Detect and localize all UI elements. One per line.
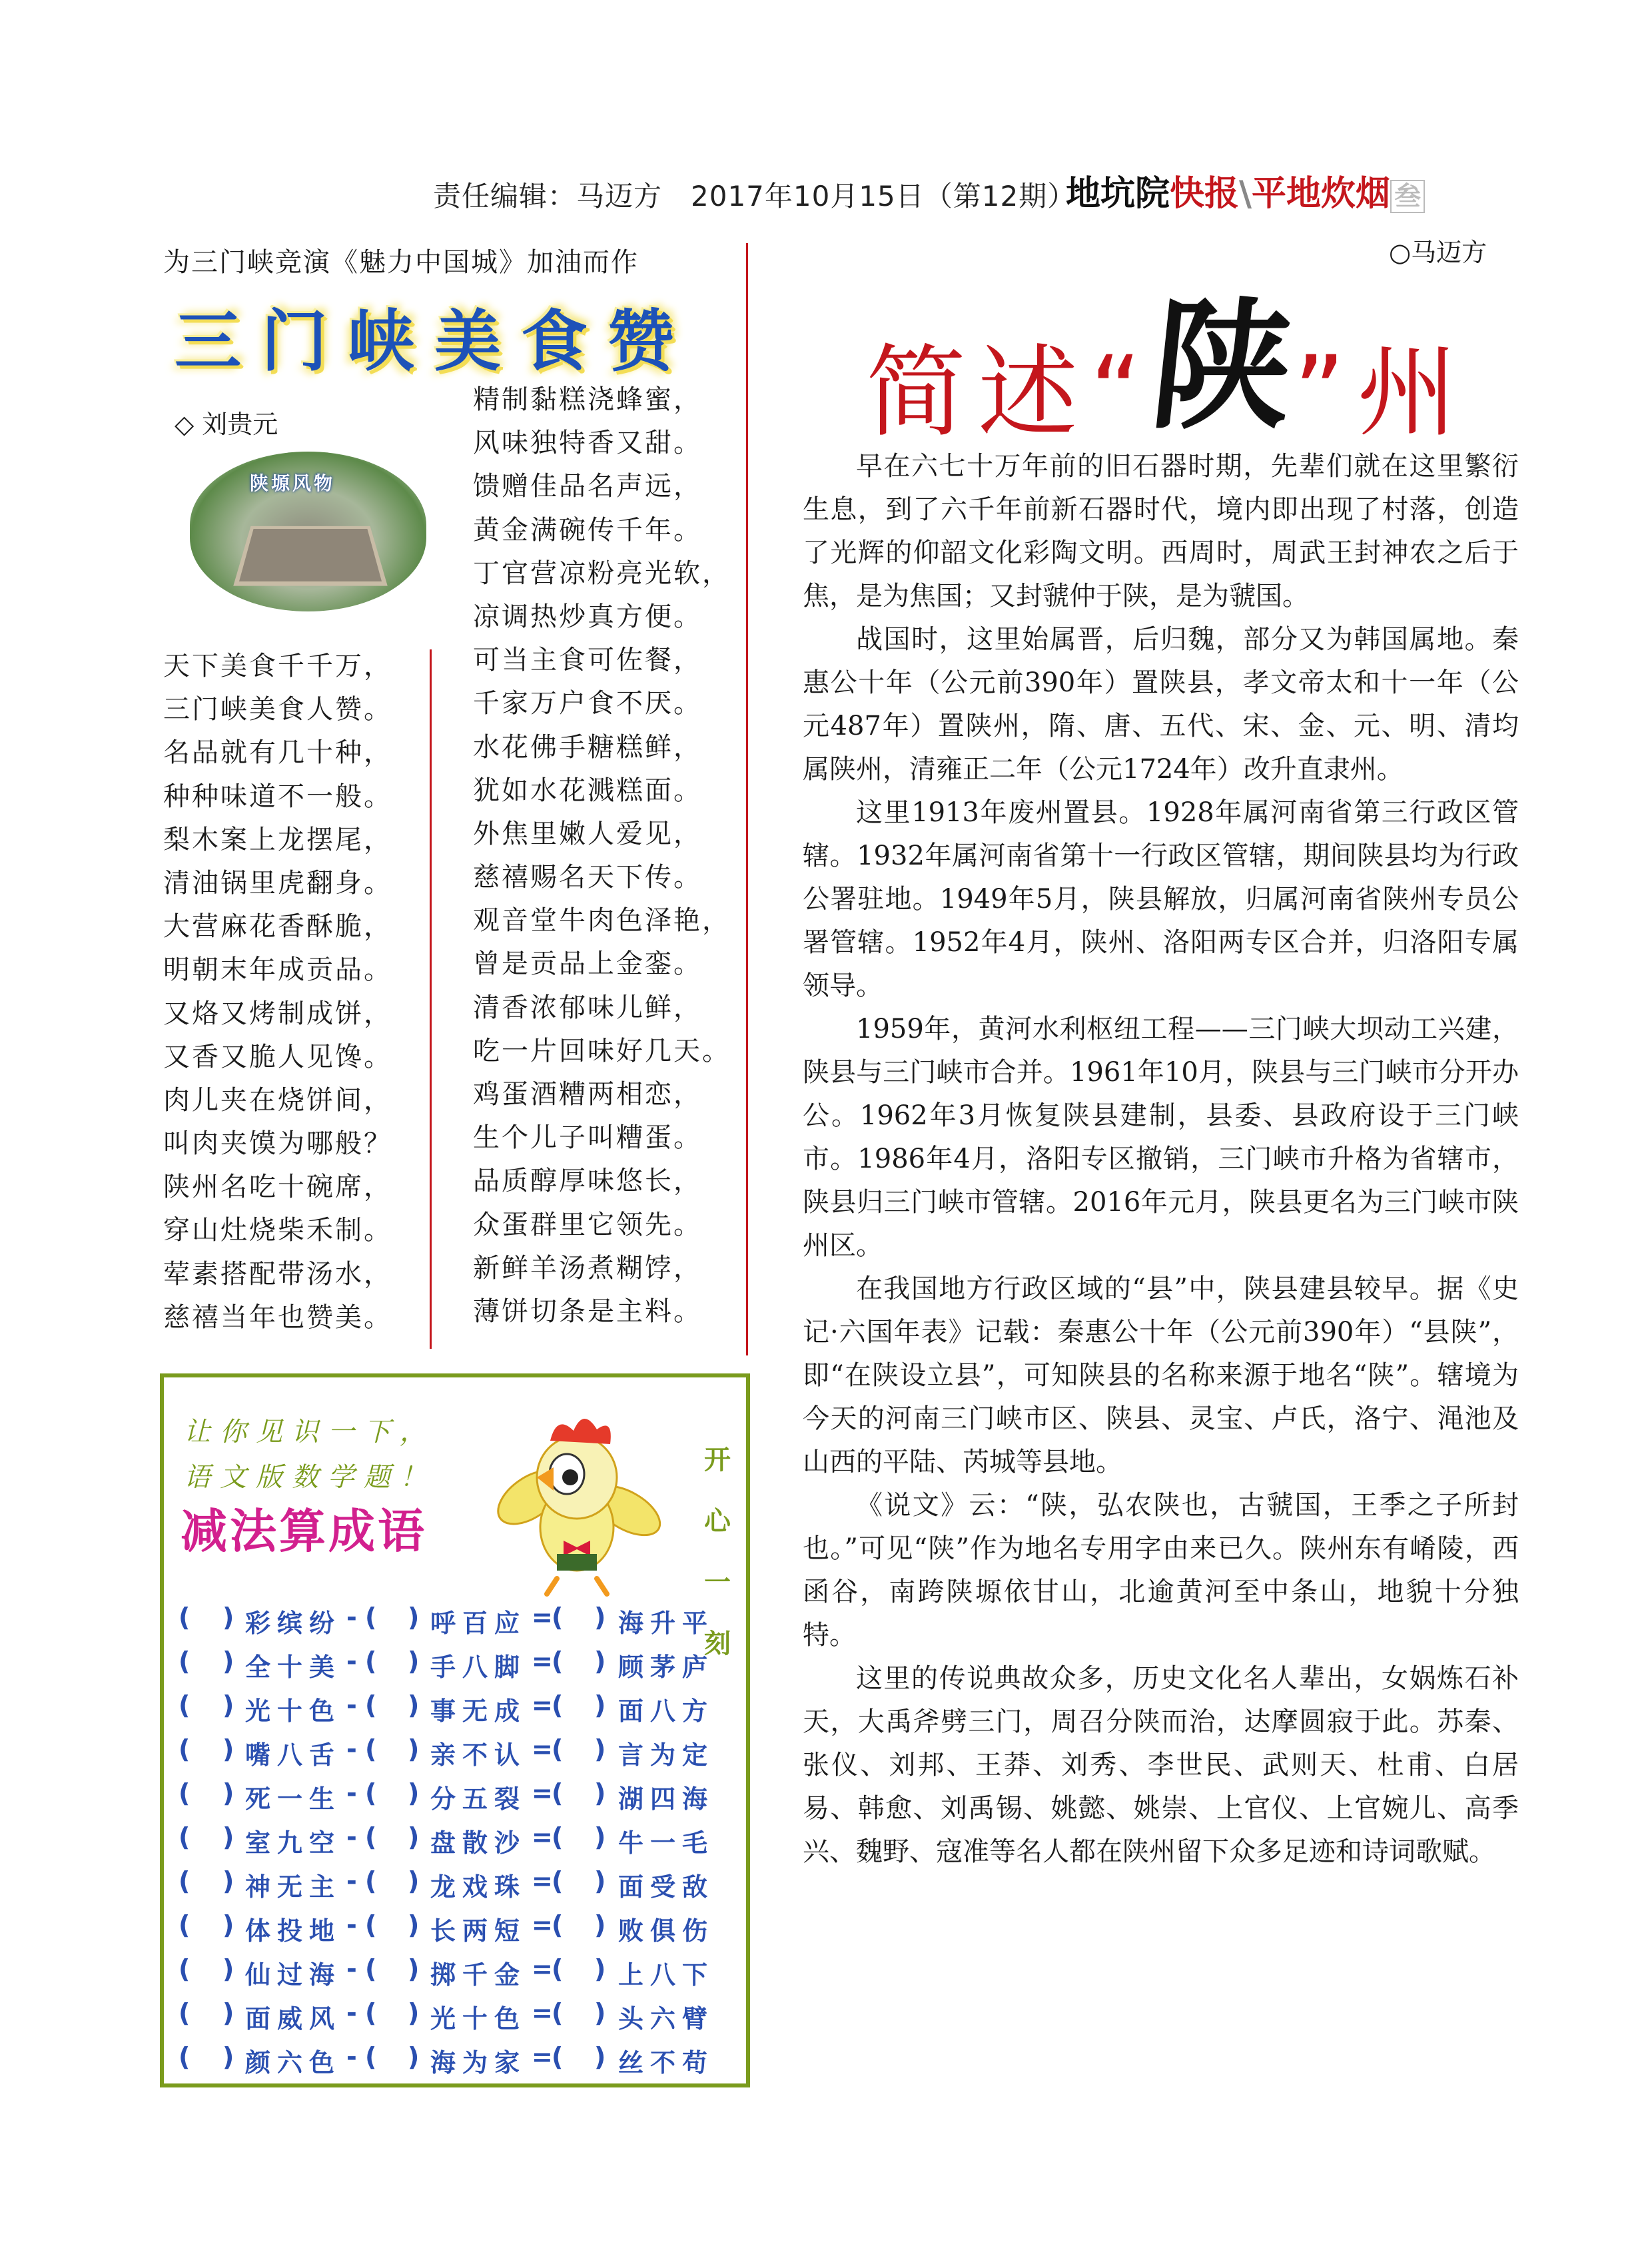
poem-line: 名品就有几十种， [163, 737, 392, 769]
article-paragraph: 早在六七十万年前的旧石器时期，先辈们就在这里繁衍生息，到了六千年前新石器时代，境内即出现了村落，创造了光辉的仰韶文化彩陶文明。西周时，周武王封神农之后于焦，是为焦国；又封虢仲于陕，是为虢国。 [803, 451, 1519, 611]
puzzle-term: 龙戏珠 [430, 1872, 527, 1902]
side-char: 一 [704, 1567, 731, 1598]
open-paren: ( [552, 1866, 564, 1896]
puzzle-row [179, 1954, 738, 2000]
open-paren: ( [552, 1954, 564, 1984]
poem-line: 穿山灶烧柴禾制。 [163, 1215, 392, 1246]
poem-line: 慈禧赐名天下传。 [473, 862, 702, 893]
open-paren: ( [179, 1647, 191, 1676]
close-paren: ) [408, 1954, 420, 1984]
equals-sign: = [532, 1910, 553, 1940]
article-paragraph: 战国时，这里始属晋，后归魏，部分又为韩国属地。秦惠公十年（公元前390年）置陕县，孝文帝太和十一年（公元487年）置陕州，隋、唐、五代、宋、金、元、明、清均属陕州，清雍正二年（公元1724年）改升直隶州。 [803, 624, 1519, 785]
close-paren: ) [222, 1998, 234, 2028]
minus-sign: - [346, 1603, 357, 1632]
open-paren: ( [179, 1778, 191, 1808]
close-paren: ) [408, 1690, 420, 1720]
poem-line: 新鲜羊汤煮糊饽， [473, 1252, 702, 1284]
puzzle-term: 湖四海 [618, 1784, 715, 1814]
puzzle-term: 面受敌 [618, 1872, 715, 1902]
title-part-1: 简述“ [866, 335, 1154, 451]
article-paragraph: 《说文》云：“陕，弘农陕也，古虢国，王季之子所封也。”可见“陕”作为地名专用字由来已久。陕州东有崤陵，西函谷，南跨陕塬依甘山，北逾黄河至中条山，地貌十分独特。 [803, 1490, 1519, 1651]
poem-line: 凉调热炒真方便。 [473, 601, 702, 632]
article-paragraph: 这里的传说典故众多，历史文化名人辈出，女娲炼石补天，大禹斧劈三门，周召分陕而治，达摩圆寂于此。苏秦、张仪、刘邦、王莽、刘秀、李世民、武则天、杜甫、白居易、韩愈、刘禹锡、姚懿、姚崇、上官仪、上官婉儿、高季兴、魏野、寇准等名人都在陕州留下众多足迹和诗词歌赋。 [803, 1663, 1519, 1867]
puzzle-term: 面威风 [245, 2004, 342, 2034]
poem-line: 鸡蛋酒糟两相恋， [473, 1079, 702, 1110]
minus-sign: - [346, 1910, 357, 1940]
puzzle-row [179, 1910, 738, 1956]
puzzle-term: 头六臂 [618, 2004, 715, 2034]
puzzle-term: 掷千金 [430, 1960, 527, 1990]
minus-sign: - [346, 1866, 357, 1896]
close-paren: ) [222, 1866, 234, 1896]
poem-line: 天下美食千千万， [163, 651, 392, 681]
open-paren: ( [552, 1647, 564, 1676]
open-paren: ( [179, 1734, 191, 1764]
equals-sign: = [532, 1778, 553, 1808]
article-byline: ○马迈方 [1389, 238, 1487, 267]
open-paren: ( [179, 2042, 191, 2071]
puzzle-term: 亲不认 [430, 1740, 527, 1770]
poem-line: 大营麻花香酥脆， [163, 911, 392, 942]
close-paren: ) [408, 1998, 420, 2028]
minus-sign: - [346, 1822, 357, 1852]
puzzle-term: 颜六色 [245, 2048, 342, 2077]
article-paragraph: 在我国地方行政区域的“县”中，陕县建县较早。据《史记·六国年表》记载：秦惠公十年（公元前390年）“县陕”，即“在陕设立县”，可知陕县的名称来源于地名“陕”。辖境为今天的河南三门峡市区、陕县、灵宝、卢氏，洛宁、渑池及山西的平陆、芮城等县地。 [803, 1274, 1519, 1477]
photo-caption: 陕塬风物 [250, 472, 336, 494]
title-part-2: ”州 [1293, 335, 1469, 451]
open-paren: ( [552, 1690, 564, 1720]
puzzle-term: 言为定 [618, 1740, 715, 1770]
puzzle-term: 光十色 [245, 1696, 342, 1726]
open-paren: ( [552, 1910, 564, 1940]
puzzle-row [179, 1866, 738, 1912]
article-paragraph: 这里1913年废州置县。1928年属河南省第三行政区管辖。1932年属河南省第十一行政区管辖，期间陕县均为行政公署驻地。1949年5月，陕县解放，归属河南省陕州专员公署管辖。1952年4月，陕州、洛阳两专区合并，归洛阳专属领导。 [803, 797, 1519, 1001]
logo-part-2: 快报 [1170, 174, 1240, 214]
open-paren: ( [552, 1734, 564, 1764]
close-paren: ) [594, 1910, 606, 1940]
poem-title: 三门峡美食赞 [175, 302, 694, 380]
poem-left-column [163, 645, 443, 1339]
open-paren: ( [179, 1690, 191, 1720]
close-paren: ) [594, 1954, 606, 1984]
page-number: 叁 [1390, 180, 1425, 213]
close-paren: ) [222, 1954, 234, 1984]
close-paren: ) [408, 1910, 420, 1940]
side-char: 心 [704, 1505, 731, 1537]
puzzle-term: 丝不苟 [618, 2048, 715, 2077]
open-paren: ( [552, 1778, 564, 1808]
open-paren: ( [365, 1998, 377, 2028]
poem-line: 馈赠佳品名声远， [473, 471, 702, 502]
open-paren: ( [552, 1998, 564, 2028]
puzzle-term: 室九空 [245, 1828, 342, 1858]
equals-sign: = [532, 1866, 553, 1896]
poem-line: 三门峡美食人赞。 [163, 694, 392, 725]
poem-line: 薄饼切条是主料。 [473, 1296, 702, 1327]
poem-subtitle: 为三门峡竞演《魅力中国城》加油而作 [163, 247, 639, 278]
puzzle-term: 呼百应 [430, 1609, 527, 1638]
open-paren: ( [365, 1910, 377, 1940]
puzzle-term: 仙过海 [245, 1960, 342, 1990]
newspaper-logo [1066, 165, 1425, 215]
puzzle-row [179, 1603, 738, 1648]
minus-sign: - [346, 2042, 357, 2071]
open-paren: ( [179, 1998, 191, 2028]
poem-line: 精制黏糕浇蜂蜜， [473, 384, 702, 415]
close-paren: ) [594, 1866, 606, 1896]
close-paren: ) [222, 1778, 234, 1808]
puzzle-intro-line-2: 语文版数学题！ [184, 1462, 436, 1493]
article-paragraph: 1959年，黄河水利枢纽工程——三门峡大坝动工兴建，陕县与三门峡市合并。1961年10月，陕县与三门峡市分开办公。1962年3月恢复陕县建制，县委、县政府设于三门峡市。1986年4月，洛阳专区撤销，三门峡市升格为省辖市，陕县归三门峡市管辖。2016年元月，陕县更名为三门峡市陕州区。 [803, 1014, 1519, 1261]
article-body [803, 445, 1519, 1874]
poem-line: 吃一片回味好几天。 [473, 1035, 731, 1066]
close-paren: ) [222, 1603, 234, 1632]
open-paren: ( [179, 1866, 191, 1896]
close-paren: ) [408, 1647, 420, 1676]
side-char: 开 [704, 1444, 731, 1475]
open-paren: ( [365, 1690, 377, 1720]
article-title [866, 266, 1469, 468]
puzzle-term: 全十美 [245, 1653, 342, 1682]
poem-line: 水花佛手糖糕鲜， [473, 731, 702, 763]
open-paren: ( [552, 1603, 564, 1632]
puzzle-title: 减法算成语 [181, 1504, 427, 1559]
close-paren: ) [594, 2042, 606, 2071]
open-paren: ( [365, 1954, 377, 1984]
equals-sign: = [532, 1998, 553, 2028]
puzzle-term: 盘散沙 [430, 1828, 527, 1858]
poem-line: 生个儿子叫糟蛋。 [473, 1122, 702, 1154]
equals-sign: = [532, 1690, 553, 1720]
puzzle-row [179, 1734, 738, 1780]
puzzle-term: 败俱伤 [618, 1916, 715, 1946]
equals-sign: = [532, 1954, 553, 1984]
puzzle-row [179, 1822, 738, 1868]
open-paren: ( [365, 2042, 377, 2071]
poem-author: ◇ 刘贵元 [175, 410, 278, 439]
close-paren: ) [594, 1998, 606, 2028]
close-paren: ) [594, 1690, 606, 1720]
puzzle-term: 顾茅庐 [618, 1653, 715, 1682]
puzzle-term: 光十色 [430, 2004, 527, 2034]
poem-line: 可当主食可佐餐， [473, 645, 702, 676]
open-paren: ( [179, 1910, 191, 1940]
poem-line: 肉儿夹在烧饼间， [163, 1084, 392, 1116]
poem-line: 风味独特香又甜。 [473, 428, 702, 459]
poem-line: 清香浓郁味儿鲜， [473, 992, 702, 1023]
close-paren: ) [408, 1866, 420, 1896]
close-paren: ) [222, 1647, 234, 1676]
equals-sign: = [532, 1734, 553, 1764]
close-paren: ) [594, 1822, 606, 1852]
equals-sign: = [532, 2042, 553, 2071]
close-paren: ) [594, 1603, 606, 1632]
header-info: 责任编辑：马迈方 2017年10月15日（第12期） [433, 180, 1076, 212]
puzzle-term: 海为家 [430, 2048, 527, 2077]
close-paren: ) [222, 2042, 234, 2071]
poem-line: 犹如水花溅糕面。 [473, 775, 702, 806]
logo-part-3: \ [1239, 174, 1252, 214]
poem-line: 荤素搭配带汤水， [163, 1258, 392, 1290]
close-paren: ) [594, 1647, 606, 1676]
photo-cave-dwelling [190, 452, 426, 611]
poem-line: 千家万户食不厌。 [473, 688, 702, 719]
poem-line: 种种味道不一般。 [163, 781, 392, 812]
minus-sign: - [346, 1690, 357, 1720]
open-paren: ( [179, 1954, 191, 1984]
open-paren: ( [365, 1647, 377, 1676]
poem-line: 梨木案上龙摆尾， [163, 824, 392, 855]
puzzle-term: 神无主 [245, 1872, 342, 1902]
puzzle-intro-line-1: 让你见识一下， [184, 1417, 436, 1447]
close-paren: ) [408, 1734, 420, 1764]
minus-sign: - [346, 1998, 357, 2028]
poem-line: 观音堂牛肉色泽艳， [473, 905, 731, 936]
minus-sign: - [346, 1734, 357, 1764]
poem-line: 叫肉夹馍为哪般？ [163, 1128, 392, 1160]
idiom-puzzle-box [160, 1373, 750, 2087]
puzzle-term: 手八脚 [430, 1653, 527, 1682]
close-paren: ) [408, 2042, 420, 2071]
puzzle-term: 面八方 [618, 1696, 715, 1726]
minus-sign: - [346, 1647, 357, 1676]
close-paren: ) [594, 1778, 606, 1808]
close-paren: ) [222, 1910, 234, 1940]
minus-sign: - [346, 1954, 357, 1984]
open-paren: ( [179, 1822, 191, 1852]
puzzle-term: 体投地 [245, 1916, 342, 1946]
close-paren: ) [594, 1734, 606, 1764]
open-paren: ( [552, 2042, 564, 2071]
equals-sign: = [532, 1647, 553, 1676]
close-paren: ) [222, 1822, 234, 1852]
puzzle-term: 死一生 [245, 1784, 342, 1814]
poem-line: 明朝末年成贡品。 [163, 954, 392, 986]
puzzle-row [179, 1998, 738, 2044]
logo-part-4: 平地炊烟 [1252, 174, 1391, 214]
poem-line: 众蛋群里它领先。 [473, 1209, 702, 1240]
side-char: 刻 [704, 1628, 731, 1659]
logo-part-1: 地坑院 [1066, 174, 1170, 214]
poem-line: 又烙又烤制成饼， [163, 998, 392, 1029]
puzzle-row [179, 1647, 738, 1692]
puzzle-term: 彩缤纷 [245, 1609, 342, 1638]
poem-line: 慈禧当年也赞美。 [163, 1302, 392, 1333]
open-paren: ( [552, 1822, 564, 1852]
equals-sign: = [532, 1603, 553, 1632]
open-paren: ( [365, 1778, 377, 1808]
photo-courtyard [233, 526, 388, 586]
puzzle-term: 长两短 [430, 1916, 527, 1946]
minus-sign: - [346, 1778, 357, 1808]
cartoon-rooster-icon [484, 1404, 670, 1597]
title-shan-glyph: 陕 [1144, 284, 1301, 448]
open-paren: ( [179, 1603, 191, 1632]
puzzle-row [179, 1690, 738, 1736]
close-paren: ) [408, 1822, 420, 1852]
puzzle-term: 海升平 [618, 1609, 715, 1638]
poem-line: 丁官营凉粉亮光软， [473, 558, 731, 589]
open-paren: ( [365, 1866, 377, 1896]
open-paren: ( [365, 1734, 377, 1764]
puzzle-term: 牛一毛 [618, 1828, 715, 1858]
poem-line: 外焦里嫩人爱见， [473, 818, 702, 849]
puzzle-term: 嘴八舌 [245, 1740, 342, 1770]
poem-line: 品质醇厚味悠长， [473, 1166, 702, 1197]
open-paren: ( [365, 1822, 377, 1852]
close-paren: ) [222, 1690, 234, 1720]
equals-sign: = [532, 1822, 553, 1852]
poem-line: 陕州名吃十碗席， [163, 1172, 392, 1203]
puzzle-term: 分五裂 [430, 1784, 527, 1814]
close-paren: ) [222, 1734, 234, 1764]
puzzle-row [179, 2042, 738, 2087]
puzzle-row [179, 1778, 738, 1824]
poem-line: 又香又脆人见馋。 [163, 1041, 392, 1072]
close-paren: ) [408, 1603, 420, 1632]
poem-right-column [473, 378, 753, 1333]
poem-line: 清油锅里虎翻身。 [163, 867, 392, 899]
puzzle-term: 事无成 [430, 1696, 527, 1726]
poem-line: 曾是贡品上金銮。 [473, 948, 702, 980]
puzzle-term: 上八下 [618, 1960, 715, 1990]
open-paren: ( [365, 1603, 377, 1632]
close-paren: ) [408, 1778, 420, 1808]
poem-line: 黄金满碗传千年。 [473, 514, 702, 546]
